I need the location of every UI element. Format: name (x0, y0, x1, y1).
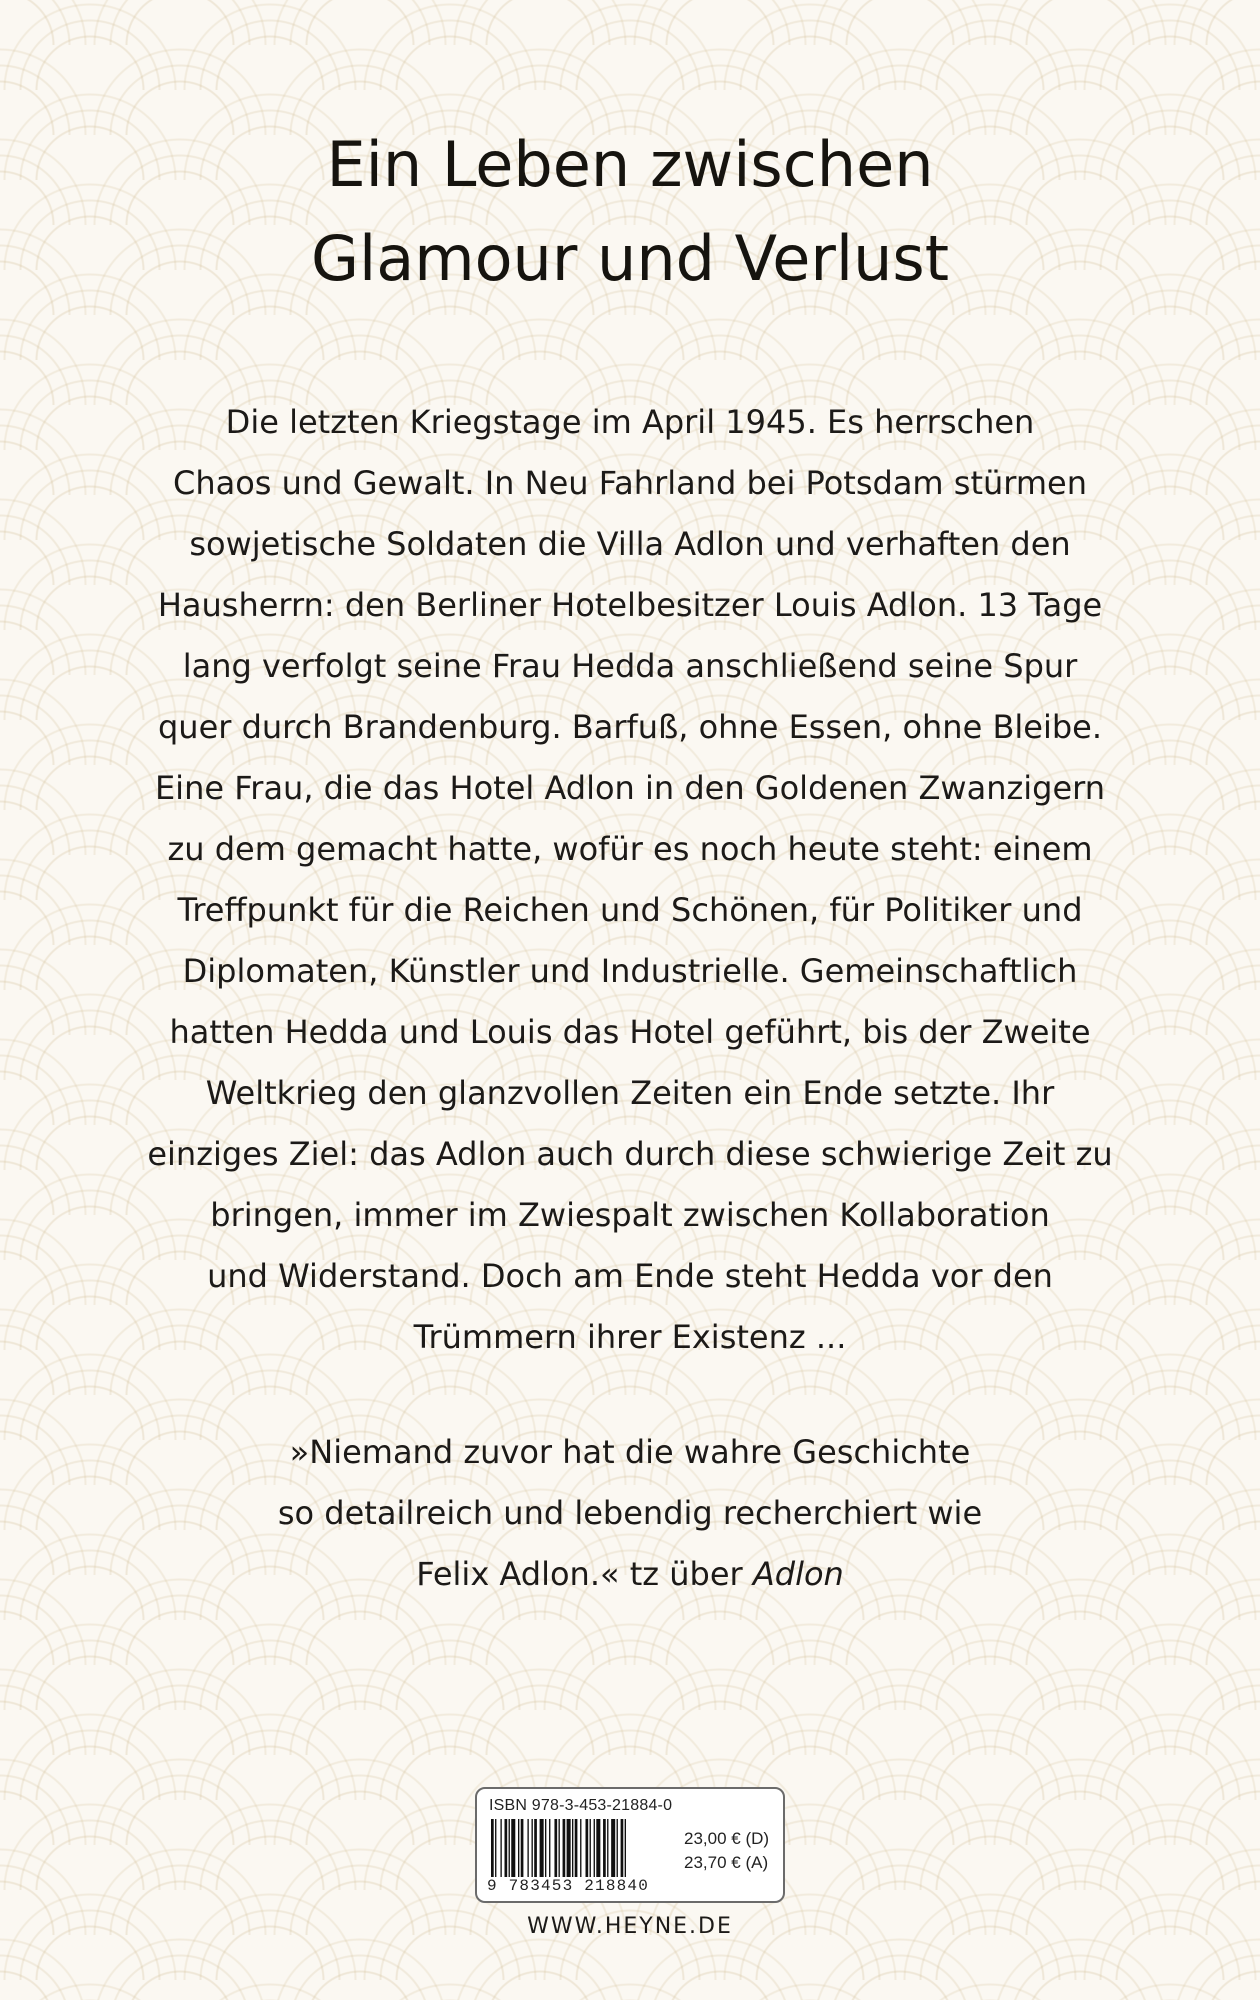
quote-book-title: Adlon (752, 1555, 844, 1593)
blurb-line: bringen, immer im Zwiespalt zwischen Kollaboration (210, 1196, 1050, 1234)
headline (0, 118, 1260, 306)
blurb-text (110, 392, 1150, 1368)
blurb-line: zu dem gemacht hatte, wofür es noch heute steht: einem (167, 830, 1093, 868)
blurb-line: Weltkrieg den glanzvollen Zeiten ein Ende setzte. Ihr (205, 1074, 1055, 1112)
blurb-line: Die letzten Kriegstage im April 1945. Es herrschen (225, 403, 1035, 441)
press-quote (110, 1422, 1150, 1605)
blurb-line: einziges Ziel: das Adlon auch durch diese schwierige Zeit zu (147, 1135, 1113, 1173)
isbn-label: ISBN 978-3-453-21884-0 (489, 1797, 673, 1814)
price-block (684, 1827, 769, 1875)
price-austria: 23,70 € (A) (684, 1853, 769, 1872)
barcode (491, 1819, 659, 1877)
quote-line-3 (110, 1544, 1150, 1605)
price-germany: 23,00 € (D) (684, 1829, 770, 1848)
publisher-website[interactable]: WWW.HEYNE.DE (527, 1914, 733, 1939)
blurb-line: Eine Frau, die das Hotel Adlon in den Goldenen Zwanzigern (154, 769, 1106, 807)
blurb-line: Trümmern ihrer Existenz ... (413, 1318, 847, 1356)
blurb-line: Chaos und Gewalt. In Neu Fahrland bei Potsdam stürmen (172, 464, 1087, 502)
blurb-line: quer durch Brandenburg. Barfuß, ohne Essen, ohne Bleibe. (157, 708, 1103, 746)
blurb-line: sowjetische Soldaten die Villa Adlon und verhaften den (189, 525, 1071, 563)
quote-attribution: Felix Adlon.« tz über (416, 1555, 753, 1593)
blurb-line: Treffpunkt für die Reichen und Schönen, für Politiker und (177, 891, 1083, 929)
isbn-barcode-box (475, 1787, 785, 1903)
blurb-line: Hausherrn: den Berliner Hotelbesitzer Louis Adlon. 13 Tage (157, 586, 1103, 624)
headline-line-1: Ein Leben zwischen (326, 128, 934, 201)
quote-line-1: »Niemand zuvor hat die wahre Geschichte (289, 1433, 971, 1471)
blurb-line: Diplomaten, Künstler und Industrielle. Gemeinschaftlich (182, 952, 1078, 990)
blurb-line: und Widerstand. Doch am Ende steht Hedda vor den (207, 1257, 1053, 1295)
blurb-line: hatten Hedda und Louis das Hotel geführt, bis der Zweite (169, 1013, 1091, 1051)
barcode-digits: 9 783453 218840 (487, 1877, 650, 1895)
blurb-line: lang verfolgt seine Frau Hedda anschließend seine Spur (182, 647, 1078, 685)
quote-line-2: so detailreich und lebendig recherchiert wie (277, 1494, 983, 1532)
headline-line-2: Glamour und Verlust (310, 222, 950, 295)
